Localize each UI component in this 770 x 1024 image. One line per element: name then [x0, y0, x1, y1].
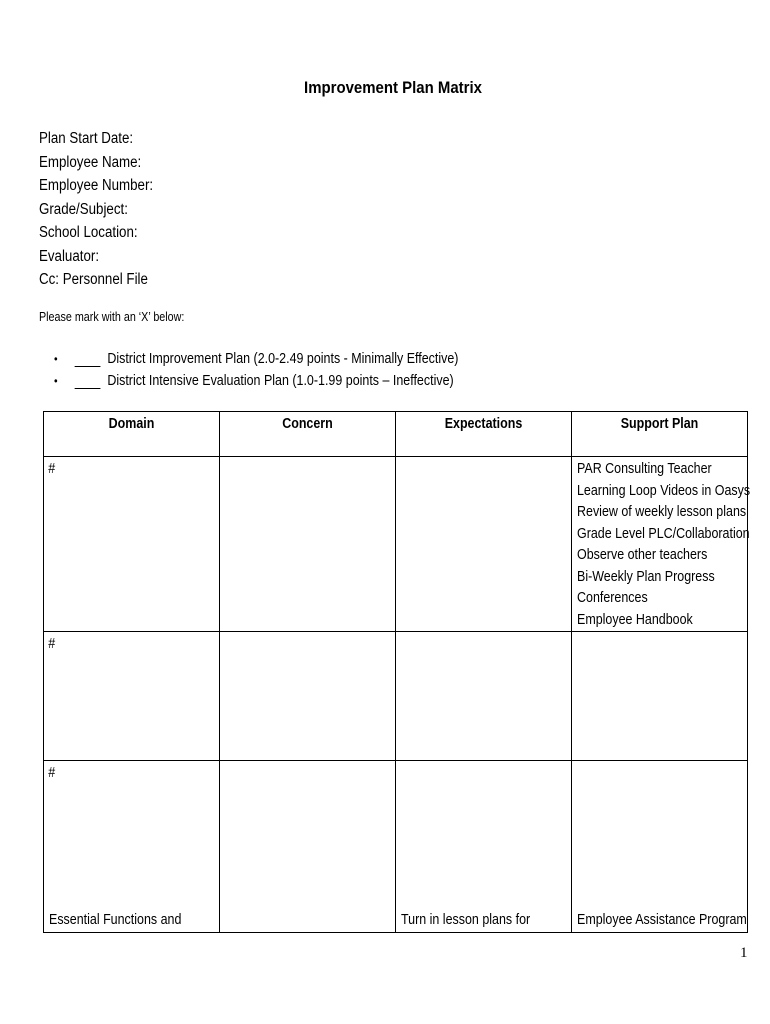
- header-domain: Domain: [44, 412, 220, 457]
- support-plan-cell[interactable]: [572, 632, 748, 761]
- table-row: [44, 632, 748, 761]
- list-item: Conferences: [577, 590, 648, 606]
- domain-cell[interactable]: #: [44, 632, 220, 761]
- support-bottom-text: Employee Assistance Program: [577, 911, 747, 928]
- field-school-location: School Location:: [39, 224, 138, 241]
- header-expectations: Expectations: [396, 412, 572, 457]
- checkbox-blank[interactable]: [75, 352, 101, 367]
- bullet-icon: •: [54, 352, 58, 366]
- instruction-text: Please mark with an ‘X’ below:: [39, 310, 185, 324]
- checkbox-blank[interactable]: [75, 374, 101, 389]
- expectations-cell[interactable]: [396, 761, 572, 933]
- page-title: Improvement Plan Matrix: [304, 78, 482, 97]
- field-employee-name: Employee Name:: [39, 153, 142, 171]
- support-plan-list: [572, 457, 751, 631]
- option-label: District Improvement Plan (2.0-2.49 points - Minimally Effective): [107, 351, 459, 367]
- field-evaluator: Evaluator:: [39, 247, 100, 265]
- header-concern: Concern: [220, 412, 396, 457]
- concern-cell[interactable]: [220, 761, 396, 933]
- list-item: Bi-Weekly Plan Progress: [577, 568, 715, 585]
- expectations-bottom-text: Turn in lesson plans for: [401, 911, 531, 928]
- domain-cell[interactable]: # Essential Functions and: [44, 761, 220, 933]
- concern-cell[interactable]: [220, 632, 396, 761]
- field-plan-start-date: Plan Start Date:: [39, 130, 134, 147]
- domain-cell[interactable]: #: [44, 457, 220, 632]
- list-item: PAR Consulting Teacher: [577, 461, 712, 477]
- plan-options: [54, 348, 524, 392]
- field-employee-number: Employee Number:: [39, 177, 154, 194]
- domain-bottom-text: Essential Functions and: [49, 911, 182, 928]
- field-cc: Cc: Personnel File: [39, 271, 148, 288]
- option-improvement-plan: [54, 348, 458, 370]
- support-plan-cell[interactable]: [572, 457, 751, 632]
- list-item: Observe other teachers: [577, 547, 708, 563]
- list-item: Employee Handbook: [577, 611, 693, 628]
- support-plan-cell[interactable]: [572, 761, 748, 933]
- expectations-cell[interactable]: [396, 457, 572, 632]
- bullet-icon: •: [54, 374, 58, 388]
- option-label: District Intensive Evaluation Plan (1.0-1.99 points – Ineffective): [107, 373, 454, 389]
- header-support-plan: Support Plan: [572, 412, 748, 457]
- option-intensive-plan: [54, 370, 458, 392]
- list-item: Learning Loop Videos in Oasys: [577, 482, 751, 499]
- concern-cell[interactable]: [220, 457, 396, 632]
- improvement-matrix-table: [43, 411, 751, 933]
- field-grade-subject: Grade/Subject:: [39, 200, 128, 218]
- employee-fields: [39, 127, 172, 292]
- list-item: Review of weekly lesson plans: [577, 504, 747, 520]
- table-row: [44, 457, 748, 632]
- expectations-cell[interactable]: [396, 632, 572, 761]
- list-item: Grade Level PLC/Collaboration: [577, 525, 750, 542]
- table-header-row: [44, 412, 748, 457]
- table-row: [44, 761, 748, 933]
- page-number: 1: [740, 945, 748, 961]
